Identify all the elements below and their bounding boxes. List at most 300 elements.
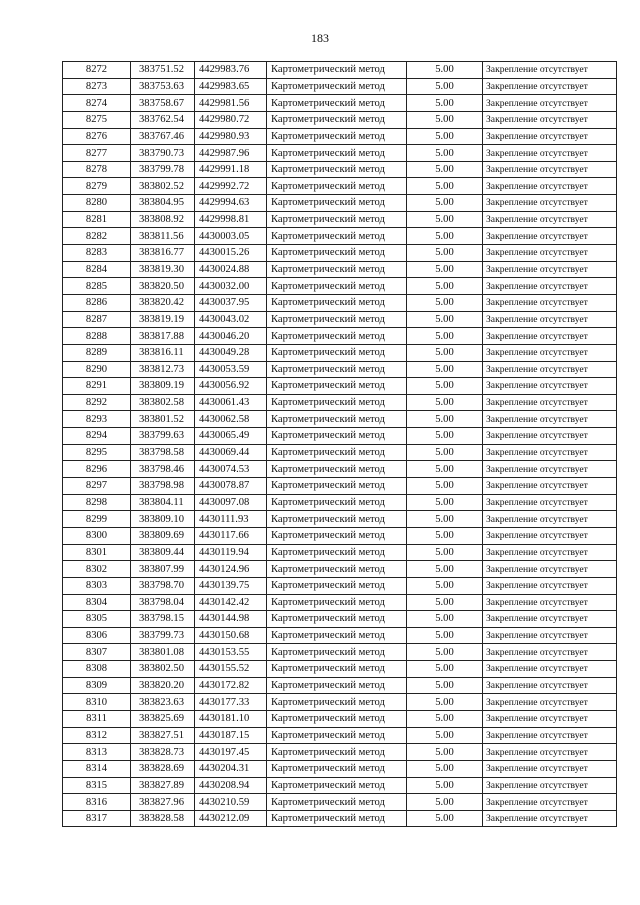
point-number-cell: 8314 <box>63 760 131 777</box>
point-number-cell: 8281 <box>63 211 131 228</box>
fixing-description-cell: Закрепление отсутствует <box>483 594 617 611</box>
y-coordinate-cell: 4430139.75 <box>195 577 267 594</box>
y-coordinate-cell: 4430043.02 <box>195 311 267 328</box>
x-coordinate-cell: 383820.20 <box>131 677 195 694</box>
table-row <box>63 794 617 811</box>
method-cell: Картометрический метод <box>267 777 407 794</box>
y-coordinate-cell: 4430204.31 <box>195 760 267 777</box>
x-coordinate-cell: 383823.63 <box>131 694 195 711</box>
table-row <box>63 777 617 794</box>
table-row <box>63 378 617 395</box>
x-coordinate-cell: 383827.89 <box>131 777 195 794</box>
y-coordinate-cell: 4430208.94 <box>195 777 267 794</box>
y-coordinate-cell: 4429991.18 <box>195 161 267 178</box>
y-coordinate-cell: 4430210.59 <box>195 794 267 811</box>
accuracy-cell: 5.00 <box>407 228 483 245</box>
accuracy-cell: 5.00 <box>407 710 483 727</box>
fixing-description-cell: Закрепление отсутствует <box>483 444 617 461</box>
accuracy-cell: 5.00 <box>407 544 483 561</box>
y-coordinate-cell: 4429983.65 <box>195 78 267 95</box>
fixing-description-cell: Закрепление отсутствует <box>483 62 617 79</box>
fixing-description-cell: Закрепление отсутствует <box>483 378 617 395</box>
point-number-cell: 8307 <box>63 644 131 661</box>
x-coordinate-cell: 383816.11 <box>131 344 195 361</box>
x-coordinate-cell: 383827.96 <box>131 794 195 811</box>
table-row <box>63 810 617 827</box>
x-coordinate-cell: 383790.73 <box>131 145 195 162</box>
table-row <box>63 461 617 478</box>
fixing-description-cell: Закрепление отсутствует <box>483 810 617 827</box>
method-cell: Картометрический метод <box>267 411 407 428</box>
fixing-description-cell: Закрепление отсутствует <box>483 161 617 178</box>
y-coordinate-cell: 4429981.56 <box>195 95 267 112</box>
method-cell: Картометрический метод <box>267 95 407 112</box>
y-coordinate-cell: 4430053.59 <box>195 361 267 378</box>
x-coordinate-cell: 383828.58 <box>131 810 195 827</box>
table-row <box>63 211 617 228</box>
y-coordinate-cell: 4430037.95 <box>195 294 267 311</box>
point-number-cell: 8303 <box>63 577 131 594</box>
y-coordinate-cell: 4430119.94 <box>195 544 267 561</box>
point-number-cell: 8304 <box>63 594 131 611</box>
method-cell: Картометрический метод <box>267 577 407 594</box>
x-coordinate-cell: 383811.56 <box>131 228 195 245</box>
fixing-description-cell: Закрепление отсутствует <box>483 178 617 195</box>
point-number-cell: 8293 <box>63 411 131 428</box>
x-coordinate-cell: 383798.15 <box>131 611 195 628</box>
point-number-cell: 8298 <box>63 494 131 511</box>
table-row <box>63 594 617 611</box>
accuracy-cell: 5.00 <box>407 311 483 328</box>
fixing-description-cell: Закрепление отсутствует <box>483 760 617 777</box>
method-cell: Картометрический метод <box>267 261 407 278</box>
point-number-cell: 8294 <box>63 428 131 445</box>
accuracy-cell: 5.00 <box>407 760 483 777</box>
table-row <box>63 62 617 79</box>
y-coordinate-cell: 4430056.92 <box>195 378 267 395</box>
fixing-description-cell: Закрепление отсутствует <box>483 411 617 428</box>
point-number-cell: 8306 <box>63 627 131 644</box>
fixing-description-cell: Закрепление отсутствует <box>483 544 617 561</box>
method-cell: Картометрический метод <box>267 394 407 411</box>
table-row <box>63 744 617 761</box>
fixing-description-cell: Закрепление отсутствует <box>483 95 617 112</box>
table-row <box>63 644 617 661</box>
accuracy-cell: 5.00 <box>407 461 483 478</box>
accuracy-cell: 5.00 <box>407 694 483 711</box>
method-cell: Картометрический метод <box>267 511 407 528</box>
fixing-description-cell: Закрепление отсутствует <box>483 527 617 544</box>
table-row <box>63 278 617 295</box>
fixing-description-cell: Закрепление отсутствует <box>483 694 617 711</box>
table-row <box>63 694 617 711</box>
y-coordinate-cell: 4430117.66 <box>195 527 267 544</box>
table-row <box>63 294 617 311</box>
x-coordinate-cell: 383802.58 <box>131 394 195 411</box>
y-coordinate-cell: 4430150.68 <box>195 627 267 644</box>
table-row <box>63 760 617 777</box>
table-row <box>63 577 617 594</box>
y-coordinate-cell: 4430181.10 <box>195 710 267 727</box>
x-coordinate-cell: 383816.77 <box>131 245 195 262</box>
table-row <box>63 128 617 145</box>
table-row <box>63 661 617 678</box>
x-coordinate-cell: 383820.50 <box>131 278 195 295</box>
method-cell: Картометрический метод <box>267 461 407 478</box>
x-coordinate-cell: 383801.52 <box>131 411 195 428</box>
point-number-cell: 8311 <box>63 710 131 727</box>
point-number-cell: 8287 <box>63 311 131 328</box>
point-number-cell: 8275 <box>63 111 131 128</box>
x-coordinate-cell: 383828.73 <box>131 744 195 761</box>
point-number-cell: 8276 <box>63 128 131 145</box>
accuracy-cell: 5.00 <box>407 328 483 345</box>
x-coordinate-cell: 383828.69 <box>131 760 195 777</box>
table-row <box>63 344 617 361</box>
x-coordinate-cell: 383809.19 <box>131 378 195 395</box>
fixing-description-cell: Закрепление отсутствует <box>483 328 617 345</box>
y-coordinate-cell: 4429994.63 <box>195 195 267 212</box>
method-cell: Картометрический метод <box>267 444 407 461</box>
fixing-description-cell: Закрепление отсутствует <box>483 461 617 478</box>
point-number-cell: 8302 <box>63 561 131 578</box>
table-row <box>63 245 617 262</box>
accuracy-cell: 5.00 <box>407 511 483 528</box>
y-coordinate-cell: 4430032.00 <box>195 278 267 295</box>
method-cell: Картометрический метод <box>267 627 407 644</box>
table-row <box>63 511 617 528</box>
x-coordinate-cell: 383799.63 <box>131 428 195 445</box>
point-number-cell: 8295 <box>63 444 131 461</box>
table-row <box>63 677 617 694</box>
x-coordinate-cell: 383809.69 <box>131 527 195 544</box>
accuracy-cell: 5.00 <box>407 195 483 212</box>
table-row <box>63 494 617 511</box>
accuracy-cell: 5.00 <box>407 344 483 361</box>
method-cell: Картометрический метод <box>267 111 407 128</box>
table-row <box>63 328 617 345</box>
point-number-cell: 8278 <box>63 161 131 178</box>
fixing-description-cell: Закрепление отсутствует <box>483 727 617 744</box>
fixing-description-cell: Закрепление отсутствует <box>483 677 617 694</box>
x-coordinate-cell: 383767.46 <box>131 128 195 145</box>
method-cell: Картометрический метод <box>267 328 407 345</box>
x-coordinate-cell: 383801.08 <box>131 644 195 661</box>
fixing-description-cell: Закрепление отсутствует <box>483 494 617 511</box>
table-row <box>63 228 617 245</box>
x-coordinate-cell: 383798.98 <box>131 478 195 495</box>
y-coordinate-cell: 4429983.76 <box>195 62 267 79</box>
table-row <box>63 727 617 744</box>
table-row <box>63 411 617 428</box>
point-number-cell: 8289 <box>63 344 131 361</box>
accuracy-cell: 5.00 <box>407 428 483 445</box>
point-number-cell: 8284 <box>63 261 131 278</box>
x-coordinate-cell: 383804.95 <box>131 195 195 212</box>
fixing-description-cell: Закрепление отсутствует <box>483 611 617 628</box>
accuracy-cell: 5.00 <box>407 78 483 95</box>
point-number-cell: 8277 <box>63 145 131 162</box>
accuracy-cell: 5.00 <box>407 161 483 178</box>
fixing-description-cell: Закрепление отсутствует <box>483 294 617 311</box>
table-row <box>63 428 617 445</box>
point-number-cell: 8309 <box>63 677 131 694</box>
method-cell: Картометрический метод <box>267 294 407 311</box>
point-number-cell: 8313 <box>63 744 131 761</box>
y-coordinate-cell: 4430212.09 <box>195 810 267 827</box>
point-number-cell: 8312 <box>63 727 131 744</box>
fixing-description-cell: Закрепление отсутствует <box>483 627 617 644</box>
table-row <box>63 361 617 378</box>
accuracy-cell: 5.00 <box>407 627 483 644</box>
x-coordinate-cell: 383799.78 <box>131 161 195 178</box>
point-number-cell: 8273 <box>63 78 131 95</box>
accuracy-cell: 5.00 <box>407 744 483 761</box>
method-cell: Картометрический метод <box>267 361 407 378</box>
accuracy-cell: 5.00 <box>407 245 483 262</box>
point-number-cell: 8315 <box>63 777 131 794</box>
point-number-cell: 8290 <box>63 361 131 378</box>
fixing-description-cell: Закрепление отсутствует <box>483 344 617 361</box>
accuracy-cell: 5.00 <box>407 527 483 544</box>
y-coordinate-cell: 4430187.15 <box>195 727 267 744</box>
method-cell: Картометрический метод <box>267 478 407 495</box>
accuracy-cell: 5.00 <box>407 444 483 461</box>
fixing-description-cell: Закрепление отсутствует <box>483 710 617 727</box>
fixing-description-cell: Закрепление отсутствует <box>483 428 617 445</box>
point-number-cell: 8305 <box>63 611 131 628</box>
fixing-description-cell: Закрепление отсутствует <box>483 644 617 661</box>
accuracy-cell: 5.00 <box>407 95 483 112</box>
x-coordinate-cell: 383798.46 <box>131 461 195 478</box>
x-coordinate-cell: 383812.73 <box>131 361 195 378</box>
table-row <box>63 78 617 95</box>
accuracy-cell: 5.00 <box>407 644 483 661</box>
method-cell: Картометрический метод <box>267 561 407 578</box>
accuracy-cell: 5.00 <box>407 411 483 428</box>
table-row <box>63 95 617 112</box>
point-number-cell: 8297 <box>63 478 131 495</box>
point-number-cell: 8274 <box>63 95 131 112</box>
method-cell: Картометрический метод <box>267 594 407 611</box>
point-number-cell: 8288 <box>63 328 131 345</box>
x-coordinate-cell: 383820.42 <box>131 294 195 311</box>
y-coordinate-cell: 4430172.82 <box>195 677 267 694</box>
method-cell: Картометрический метод <box>267 344 407 361</box>
y-coordinate-cell: 4429980.93 <box>195 128 267 145</box>
table-row <box>63 145 617 162</box>
y-coordinate-cell: 4430065.49 <box>195 428 267 445</box>
x-coordinate-cell: 383799.73 <box>131 627 195 644</box>
x-coordinate-cell: 383802.52 <box>131 178 195 195</box>
table-row <box>63 611 617 628</box>
point-number-cell: 8285 <box>63 278 131 295</box>
method-cell: Картометрический метод <box>267 677 407 694</box>
accuracy-cell: 5.00 <box>407 611 483 628</box>
y-coordinate-cell: 4430049.28 <box>195 344 267 361</box>
fixing-description-cell: Закрепление отсутствует <box>483 145 617 162</box>
table-row <box>63 444 617 461</box>
y-coordinate-cell: 4430124.96 <box>195 561 267 578</box>
fixing-description-cell: Закрепление отсутствует <box>483 211 617 228</box>
y-coordinate-cell: 4429992.72 <box>195 178 267 195</box>
method-cell: Картометрический метод <box>267 245 407 262</box>
y-coordinate-cell: 4430177.33 <box>195 694 267 711</box>
fixing-description-cell: Закрепление отсутствует <box>483 195 617 212</box>
method-cell: Картометрический метод <box>267 211 407 228</box>
accuracy-cell: 5.00 <box>407 261 483 278</box>
point-number-cell: 8280 <box>63 195 131 212</box>
y-coordinate-cell: 4430062.58 <box>195 411 267 428</box>
accuracy-cell: 5.00 <box>407 561 483 578</box>
fixing-description-cell: Закрепление отсутствует <box>483 361 617 378</box>
table-row <box>63 627 617 644</box>
accuracy-cell: 5.00 <box>407 594 483 611</box>
fixing-description-cell: Закрепление отсутствует <box>483 78 617 95</box>
point-number-cell: 8299 <box>63 511 131 528</box>
y-coordinate-cell: 4430097.08 <box>195 494 267 511</box>
point-number-cell: 8300 <box>63 527 131 544</box>
fixing-description-cell: Закрепление отсутствует <box>483 577 617 594</box>
x-coordinate-cell: 383819.19 <box>131 311 195 328</box>
fixing-description-cell: Закрепление отсутствует <box>483 744 617 761</box>
point-number-cell: 8291 <box>63 378 131 395</box>
method-cell: Картометрический метод <box>267 378 407 395</box>
accuracy-cell: 5.00 <box>407 777 483 794</box>
table-row <box>63 178 617 195</box>
point-number-cell: 8279 <box>63 178 131 195</box>
point-number-cell: 8292 <box>63 394 131 411</box>
x-coordinate-cell: 383798.58 <box>131 444 195 461</box>
table-row <box>63 710 617 727</box>
x-coordinate-cell: 383807.99 <box>131 561 195 578</box>
y-coordinate-cell: 4430074.53 <box>195 461 267 478</box>
x-coordinate-cell: 383802.50 <box>131 661 195 678</box>
page-number: 183 <box>311 31 329 45</box>
y-coordinate-cell: 4430144.98 <box>195 611 267 628</box>
point-number-cell: 8301 <box>63 544 131 561</box>
accuracy-cell: 5.00 <box>407 810 483 827</box>
x-coordinate-cell: 383753.63 <box>131 78 195 95</box>
method-cell: Картометрический метод <box>267 744 407 761</box>
accuracy-cell: 5.00 <box>407 794 483 811</box>
method-cell: Картометрический метод <box>267 794 407 811</box>
fixing-description-cell: Закрепление отсутствует <box>483 311 617 328</box>
y-coordinate-cell: 4430024.88 <box>195 261 267 278</box>
method-cell: Картометрический метод <box>267 428 407 445</box>
x-coordinate-cell: 383808.92 <box>131 211 195 228</box>
point-number-cell: 8283 <box>63 245 131 262</box>
table-row <box>63 478 617 495</box>
x-coordinate-cell: 383804.11 <box>131 494 195 511</box>
fixing-description-cell: Закрепление отсутствует <box>483 478 617 495</box>
accuracy-cell: 5.00 <box>407 494 483 511</box>
y-coordinate-cell: 4430155.52 <box>195 661 267 678</box>
y-coordinate-cell: 4430197.45 <box>195 744 267 761</box>
y-coordinate-cell: 4430153.55 <box>195 644 267 661</box>
method-cell: Картометрический метод <box>267 661 407 678</box>
accuracy-cell: 5.00 <box>407 62 483 79</box>
table-row <box>63 161 617 178</box>
fixing-description-cell: Закрепление отсутствует <box>483 261 617 278</box>
point-number-cell: 8317 <box>63 810 131 827</box>
accuracy-cell: 5.00 <box>407 278 483 295</box>
y-coordinate-cell: 4430069.44 <box>195 444 267 461</box>
table-row <box>63 111 617 128</box>
x-coordinate-cell: 383798.70 <box>131 577 195 594</box>
table-row <box>63 561 617 578</box>
accuracy-cell: 5.00 <box>407 577 483 594</box>
method-cell: Картометрический метод <box>267 810 407 827</box>
method-cell: Картометрический метод <box>267 145 407 162</box>
accuracy-cell: 5.00 <box>407 661 483 678</box>
point-number-cell: 8296 <box>63 461 131 478</box>
fixing-description-cell: Закрепление отсутствует <box>483 794 617 811</box>
y-coordinate-cell: 4429987.96 <box>195 145 267 162</box>
method-cell: Картометрический метод <box>267 161 407 178</box>
accuracy-cell: 5.00 <box>407 677 483 694</box>
method-cell: Картометрический метод <box>267 527 407 544</box>
accuracy-cell: 5.00 <box>407 727 483 744</box>
method-cell: Картометрический метод <box>267 644 407 661</box>
accuracy-cell: 5.00 <box>407 178 483 195</box>
y-coordinate-cell: 4430046.20 <box>195 328 267 345</box>
method-cell: Картометрический метод <box>267 494 407 511</box>
x-coordinate-cell: 383751.52 <box>131 62 195 79</box>
method-cell: Картометрический метод <box>267 195 407 212</box>
method-cell: Картометрический метод <box>267 611 407 628</box>
accuracy-cell: 5.00 <box>407 128 483 145</box>
fixing-description-cell: Закрепление отсутствует <box>483 128 617 145</box>
y-coordinate-cell: 4430078.87 <box>195 478 267 495</box>
accuracy-cell: 5.00 <box>407 145 483 162</box>
point-number-cell: 8310 <box>63 694 131 711</box>
fixing-description-cell: Закрепление отсутствует <box>483 394 617 411</box>
accuracy-cell: 5.00 <box>407 378 483 395</box>
point-number-cell: 8316 <box>63 794 131 811</box>
table-row <box>63 544 617 561</box>
accuracy-cell: 5.00 <box>407 211 483 228</box>
x-coordinate-cell: 383827.51 <box>131 727 195 744</box>
x-coordinate-cell: 383817.88 <box>131 328 195 345</box>
method-cell: Картометрический метод <box>267 62 407 79</box>
fixing-description-cell: Закрепление отсутствует <box>483 245 617 262</box>
method-cell: Картометрический метод <box>267 311 407 328</box>
table-row <box>63 394 617 411</box>
table-row <box>63 261 617 278</box>
accuracy-cell: 5.00 <box>407 394 483 411</box>
fixing-description-cell: Закрепление отсутствует <box>483 278 617 295</box>
y-coordinate-cell: 4429980.72 <box>195 111 267 128</box>
table-row <box>63 195 617 212</box>
point-number-cell: 8286 <box>63 294 131 311</box>
accuracy-cell: 5.00 <box>407 111 483 128</box>
fixing-description-cell: Закрепление отсутствует <box>483 561 617 578</box>
accuracy-cell: 5.00 <box>407 294 483 311</box>
method-cell: Картометрический метод <box>267 727 407 744</box>
coordinates-table <box>62 61 617 827</box>
method-cell: Картометрический метод <box>267 78 407 95</box>
table-row <box>63 311 617 328</box>
x-coordinate-cell: 383809.44 <box>131 544 195 561</box>
x-coordinate-cell: 383825.69 <box>131 710 195 727</box>
point-number-cell: 8282 <box>63 228 131 245</box>
x-coordinate-cell: 383798.04 <box>131 594 195 611</box>
method-cell: Картометрический метод <box>267 128 407 145</box>
method-cell: Картометрический метод <box>267 228 407 245</box>
table-row <box>63 527 617 544</box>
x-coordinate-cell: 383819.30 <box>131 261 195 278</box>
